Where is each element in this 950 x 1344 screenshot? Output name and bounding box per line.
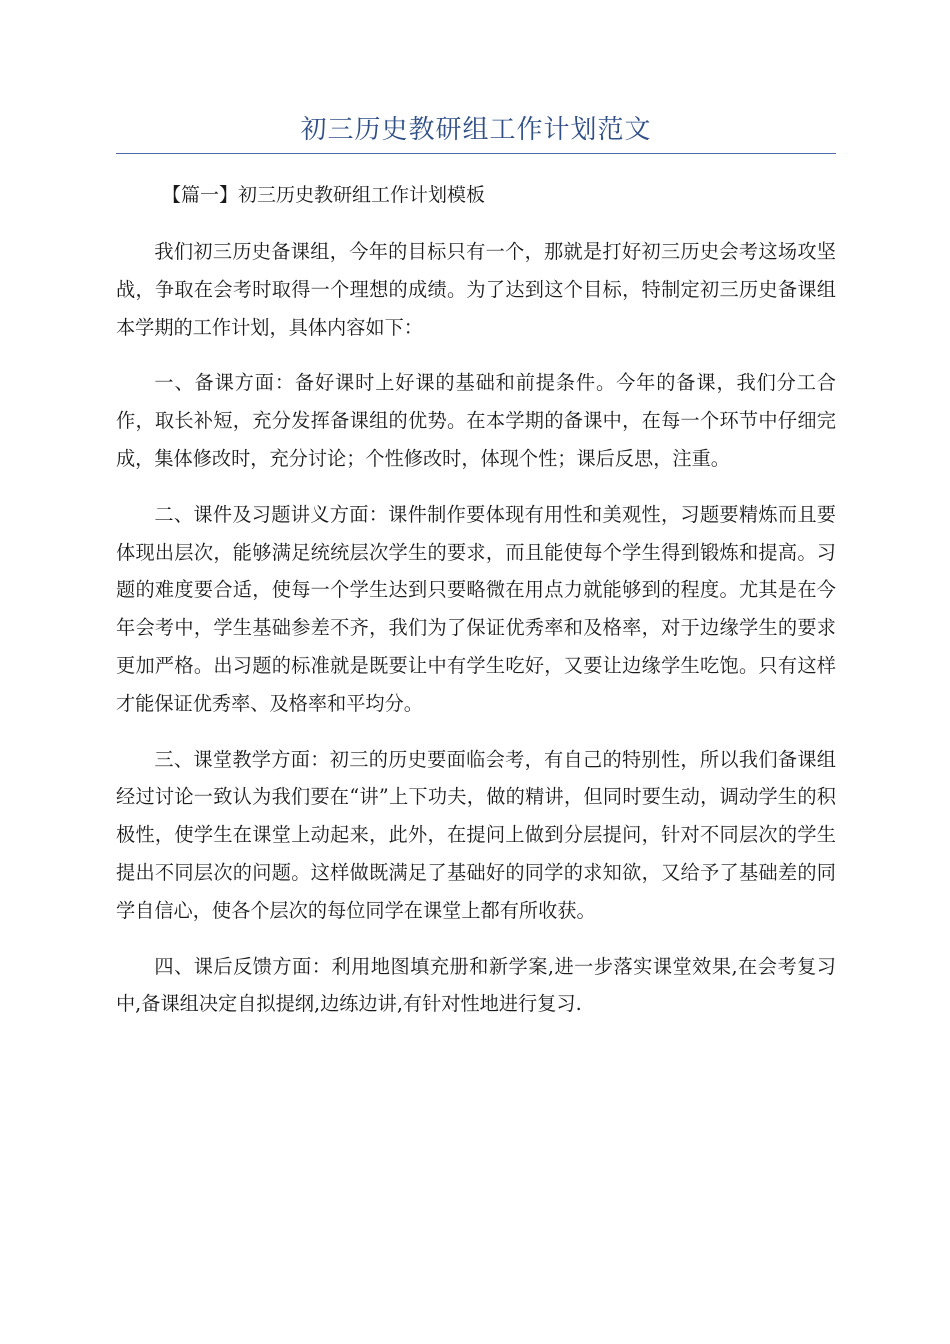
document-title: 初三历史教研组工作计划范文 [300, 115, 652, 145]
paragraph-intro: 我们初三历史备课组，今年的目标只有一个，那就是打好初三历史会考这场攻坚战，争取在会考时取得一个理想的成绩。为了达到这个目标，特制定初三历史备课组本学期的工作计划，具体内容如下： [116, 240, 836, 339]
paragraph-lesson-preparation: 一、备课方面：备好课时上好课的基础和前提条件。今年的备课，我们分工合作，取长补短，充分发挥备课组的优势。在本学期的备课中，在每一个环节中仔细完成，集体修改时，充分讨论；个性修改时，体现个性；课后反思，注重。 [116, 371, 836, 470]
paragraph-after-class-feedback: 四、课后反馈方面：利用地图填充册和新学案,进一步落实课堂效果,在会考复习中,备课组决定自拟提纲,边练边讲,有针对性地进行复习. [116, 954, 836, 1016]
section-heading: 【篇一】初三历史教研组工作计划模板 [162, 184, 486, 206]
paragraph-courseware-exercises: 二、课件及习题讲义方面：课件制作要体现有用性和美观性，习题要精炼而且要体现出层次，能够满足统统层次学生的要求，而且能使每个学生得到锻炼和提高。习题的难度要合适，使每一个学生达到只要略微在用点力就能够到的程度。尤其是在今年会考中，学生基础参差不齐，我们为了保证优秀率和及格率，对于边缘学生的要求更加严格。出习题的标准就是既要让中有学生吃好，又要让边缘学生吃饱。只有这样才能保证优秀率、及格率和平均分。 [116, 502, 836, 715]
document-body [116, 233, 836, 1041]
paragraph-classroom-teaching: 三、课堂教学方面：初三的历史要面临会考，有自己的特别性，所以我们备课组经过讨论一致认为我们要在“讲”上下功夫，做的精讲，但同时要生动，调动学生的积极性，使学生在课堂上动起来，此外，在提问上做到分层提问，针对不同层次的学生提出不同层次的问题。这样做既满足了基础好的同学的求知欲，又给予了基础差的同学自信心，使各个层次的每位同学在课堂上都有所收获。 [116, 747, 836, 922]
title-underline-divider [116, 153, 836, 154]
